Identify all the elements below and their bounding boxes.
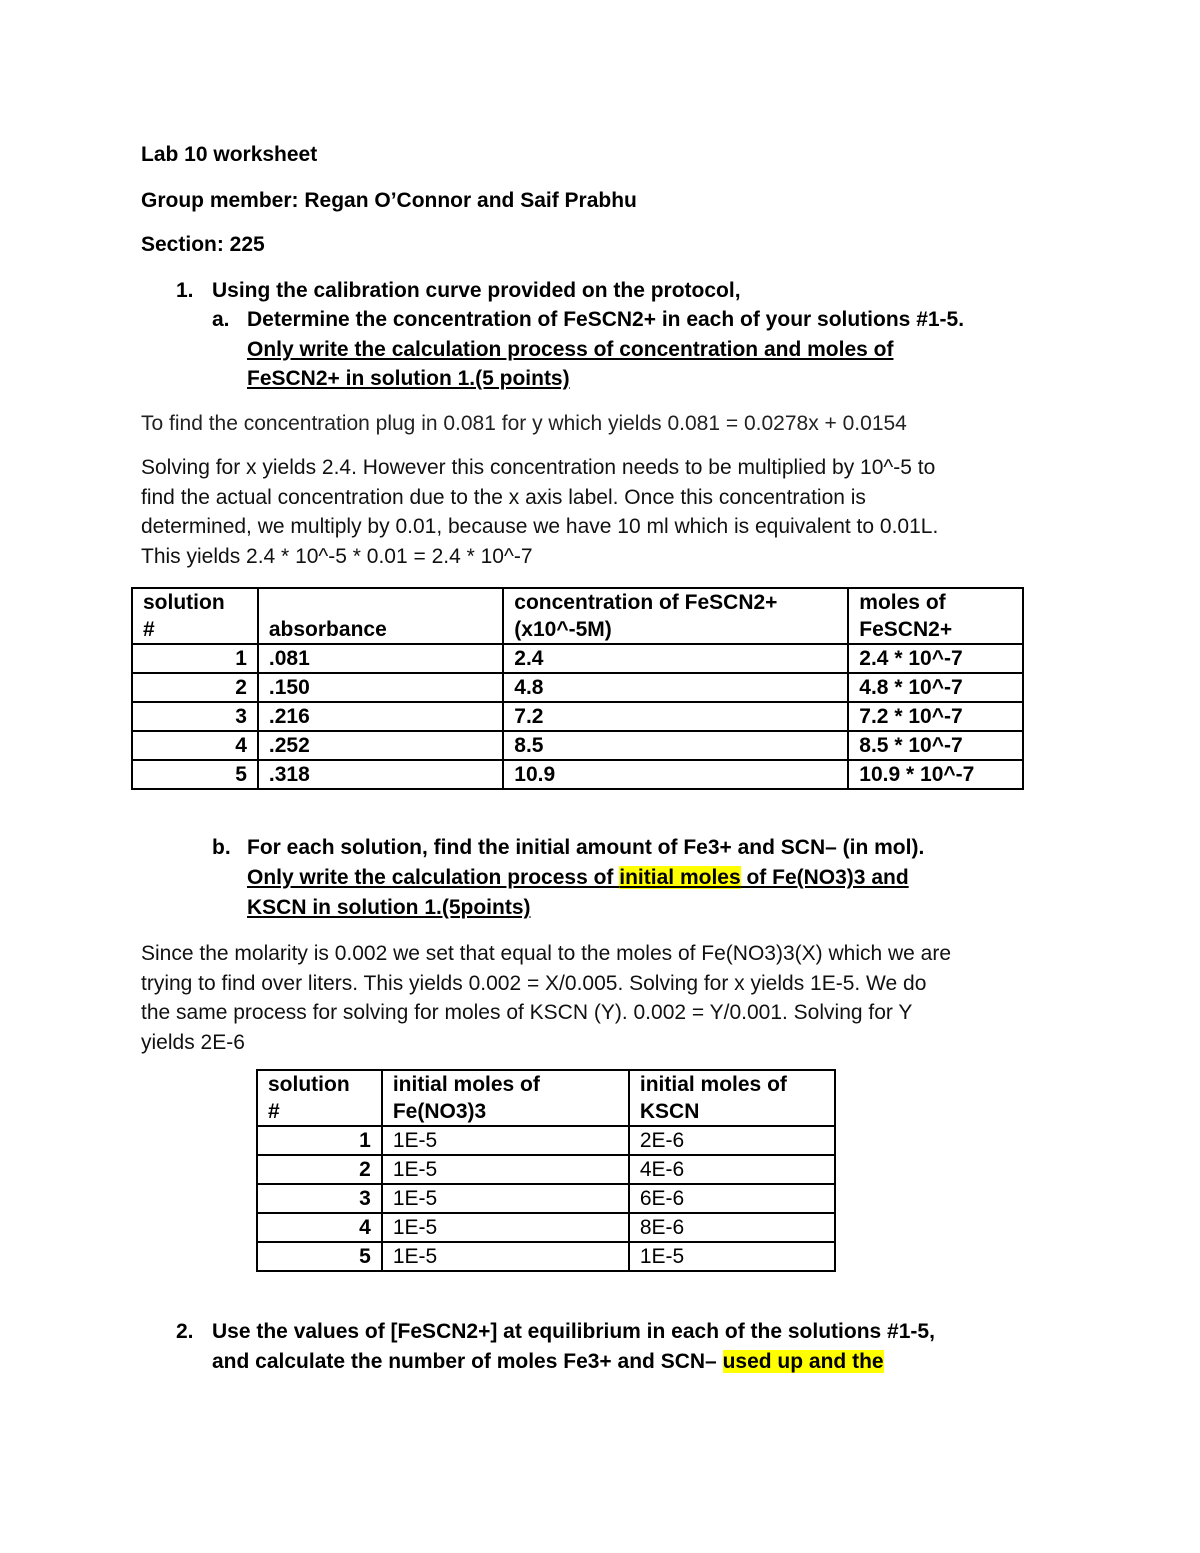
table-cell: 8E-6 (629, 1213, 835, 1242)
table-row (257, 1126, 835, 1155)
table-cell: 4.8 (503, 673, 848, 702)
q1a-letter: a. (212, 308, 230, 331)
q1a-text: Determine the concentration of FeSCN2+ in each of your solutions #1-5. (247, 308, 965, 331)
table-row (132, 731, 1023, 760)
q2-number: 2. (176, 1320, 194, 1343)
column-header-solution: solution # (257, 1070, 382, 1126)
table-cell: .150 (258, 673, 503, 702)
column-header-kscn: initial moles of KSCN (629, 1070, 835, 1126)
column-header-absorbance: absorbance (258, 588, 503, 644)
initial-moles-table (256, 1069, 836, 1272)
table-cell: 4 (257, 1213, 382, 1242)
table-cell: 1E-5 (382, 1126, 629, 1155)
table-row (132, 673, 1023, 702)
table-cell: 1E-5 (629, 1242, 835, 1271)
q2-text-line1: Use the values of [FeSCN2+] at equilibrium in each of the solutions #1-5, (212, 1320, 935, 1343)
table-row (132, 644, 1023, 673)
q1-number: 1. (176, 279, 194, 302)
answer-a-line: This yields 2.4 * 10^-5 * 0.01 = 2.4 * 10^-7 (141, 544, 533, 568)
answer-a-line: Solving for x yields 2.4. However this concentration needs to be multiplied by 10^-5 to (141, 456, 936, 479)
answer-b-line: trying to find over liters. This yields 0.002 = X/0.005. Solving for x yields 1E-5. We do (141, 971, 927, 995)
column-header-concentration: concentration of FeSCN2+ (x10^-5M) (503, 588, 848, 644)
table-cell: .216 (258, 702, 503, 731)
table-row (257, 1242, 835, 1271)
fescn-concentration-table (131, 587, 1024, 790)
column-header-solution: solution # (132, 588, 258, 644)
q1-text: Using the calibration curve provided on the protocol, (212, 279, 741, 302)
q1b-instruction-line1: Only write the calculation process of initial moles of Fe(NO3)3 and (247, 866, 909, 889)
table-cell: 1E-5 (382, 1155, 629, 1184)
table-cell: 5 (257, 1242, 382, 1271)
table-cell: 8.5 * 10^-7 (848, 731, 1023, 760)
table-cell: 5 (132, 760, 258, 789)
q1a-instruction-line1: Only write the calculation process of concentration and moles of (247, 338, 894, 361)
answer-b-line: the same process for solving for moles of KSCN (Y). 0.002 = Y/0.001. Solving for Y (141, 1001, 913, 1024)
answer-b-line: Since the molarity is 0.002 we set that equal to the moles of Fe(NO3)3(X) which we are (141, 942, 952, 965)
table-cell: .252 (258, 731, 503, 760)
table-row (132, 760, 1023, 789)
highlighted-text: used up and the (722, 1350, 884, 1373)
q1a-instruction-line2: FeSCN2+ in solution 1.(5 points) (247, 367, 570, 390)
table-cell: 7.2 (503, 702, 848, 731)
q2-text-line2: and calculate the number of moles Fe3+ and SCN– used up and the (212, 1350, 884, 1373)
table-cell: 1E-5 (382, 1213, 629, 1242)
group-members: Group member: Regan O’Connor and Saif Prabhu (141, 189, 637, 212)
table-header-row (257, 1070, 835, 1126)
answer-a-line: find the actual concentration due to the x axis label. Once this concentration is (141, 485, 866, 509)
table-cell: 4 (132, 731, 258, 760)
table-cell: 10.9 * 10^-7 (848, 760, 1023, 789)
table-cell: 7.2 * 10^-7 (848, 702, 1023, 731)
q1b-letter: b. (212, 836, 231, 859)
table-row (257, 1213, 835, 1242)
section-number: Section: 225 (141, 233, 265, 256)
q1b-text: For each solution, find the initial amount of Fe3+ and SCN– (in mol). (247, 836, 925, 859)
table-cell: 2.4 (503, 644, 848, 673)
answer-a-paragraph1: To find the concentration plug in 0.081 for y which yields 0.081 = 0.0278x + 0.0154 (141, 412, 907, 435)
table-cell: 2 (132, 673, 258, 702)
table-cell: .081 (258, 644, 503, 673)
q1b-instruction-line2: KSCN in solution 1.(5points) (247, 896, 531, 919)
column-header-fe-no3-3: initial moles of Fe(NO3)3 (382, 1070, 629, 1126)
table-cell: 3 (132, 702, 258, 731)
table-cell: 1E-5 (382, 1184, 629, 1213)
answer-b-paragraph (141, 939, 951, 1057)
table-cell: 3 (257, 1184, 382, 1213)
table-cell: 8.5 (503, 731, 848, 760)
table-header-row (132, 588, 1023, 644)
table-cell: 4.8 * 10^-7 (848, 673, 1023, 702)
table-row (132, 702, 1023, 731)
answer-b-line: yields 2E-6 (141, 1030, 245, 1054)
table-cell: 2E-6 (629, 1126, 835, 1155)
worksheet-title: Lab 10 worksheet (141, 143, 318, 166)
table-row (257, 1184, 835, 1213)
answer-a-line: determined, we multiply by 0.01, because we have 10 ml which is equivalent to 0.01L. (141, 515, 939, 538)
table-cell: 6E-6 (629, 1184, 835, 1213)
answer-a-paragraph2 (141, 453, 938, 571)
column-header-moles: moles of FeSCN2+ (848, 588, 1023, 644)
highlighted-text: initial moles (619, 866, 741, 889)
table-cell: 2.4 * 10^-7 (848, 644, 1023, 673)
table-row (257, 1155, 835, 1184)
table-cell: 1E-5 (382, 1242, 629, 1271)
table-cell: 10.9 (503, 760, 848, 789)
table-cell: .318 (258, 760, 503, 789)
table-cell: 1 (257, 1126, 382, 1155)
table-cell: 4E-6 (629, 1155, 835, 1184)
table-cell: 1 (132, 644, 258, 673)
table-cell: 2 (257, 1155, 382, 1184)
